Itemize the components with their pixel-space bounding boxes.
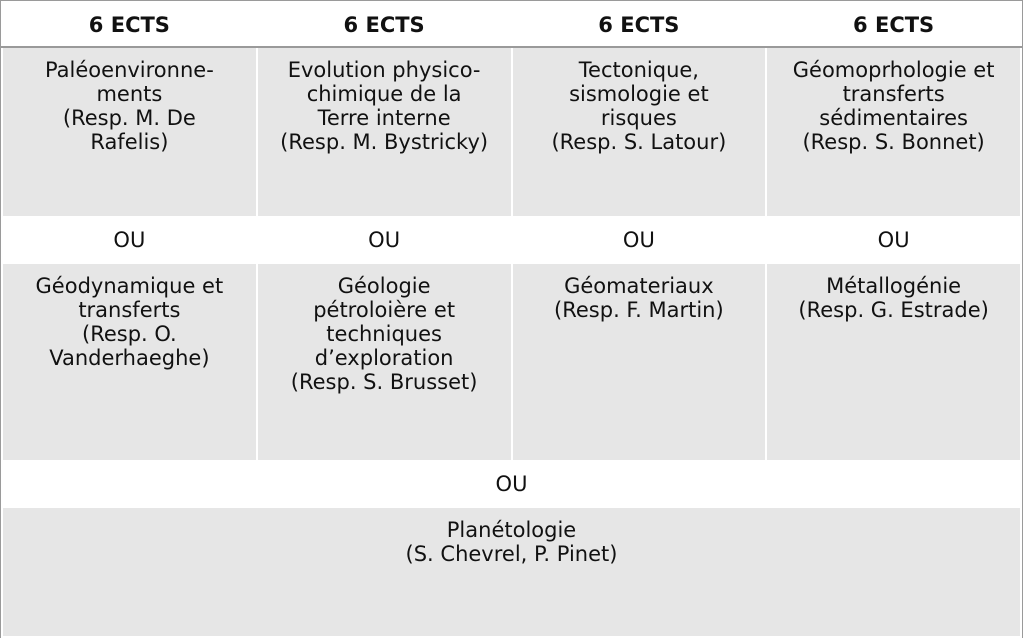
course-cell: Géomateriaux (Resp. F. Martin)	[512, 263, 767, 461]
course-cell: Géomoprhologie et transferts sédimentaires (Resp. S. Bonnet)	[766, 47, 1021, 217]
table-row	[2, 263, 1021, 461]
table-row	[2, 507, 1021, 637]
table-row	[2, 47, 1021, 217]
or-cell: OU	[257, 217, 512, 263]
or-cell: OU	[2, 461, 1021, 507]
or-cell: OU	[2, 217, 257, 263]
course-options-table	[1, 1, 1022, 638]
course-cell: Géologie pétroloière et techniques d’exploration (Resp. S. Brusset)	[257, 263, 512, 461]
course-cell: Métallogénie (Resp. G. Estrade)	[766, 263, 1021, 461]
course-cell: Géodynamique et transferts (Resp. O. Vanderhaeghe)	[2, 263, 257, 461]
or-cell: OU	[512, 217, 767, 263]
header-cell: 6 ECTS	[512, 2, 767, 47]
header-cell: 6 ECTS	[2, 2, 257, 47]
course-cell: Evolution physico- chimique de la Terre interne (Resp. M. Bystricky)	[257, 47, 512, 217]
header-row	[2, 2, 1021, 47]
course-cell: Paléoenvironne- ments (Resp. M. De Rafelis)	[2, 47, 257, 217]
header-cell: 6 ECTS	[257, 2, 512, 47]
or-row-full	[2, 461, 1021, 507]
course-cell: Tectonique, sismologie et risques (Resp. S. Latour)	[512, 47, 767, 217]
or-row	[2, 217, 1021, 263]
header-cell: 6 ECTS	[766, 2, 1021, 47]
course-cell: Planétologie (S. Chevrel, P. Pinet)	[2, 507, 1021, 637]
or-cell: OU	[766, 217, 1021, 263]
